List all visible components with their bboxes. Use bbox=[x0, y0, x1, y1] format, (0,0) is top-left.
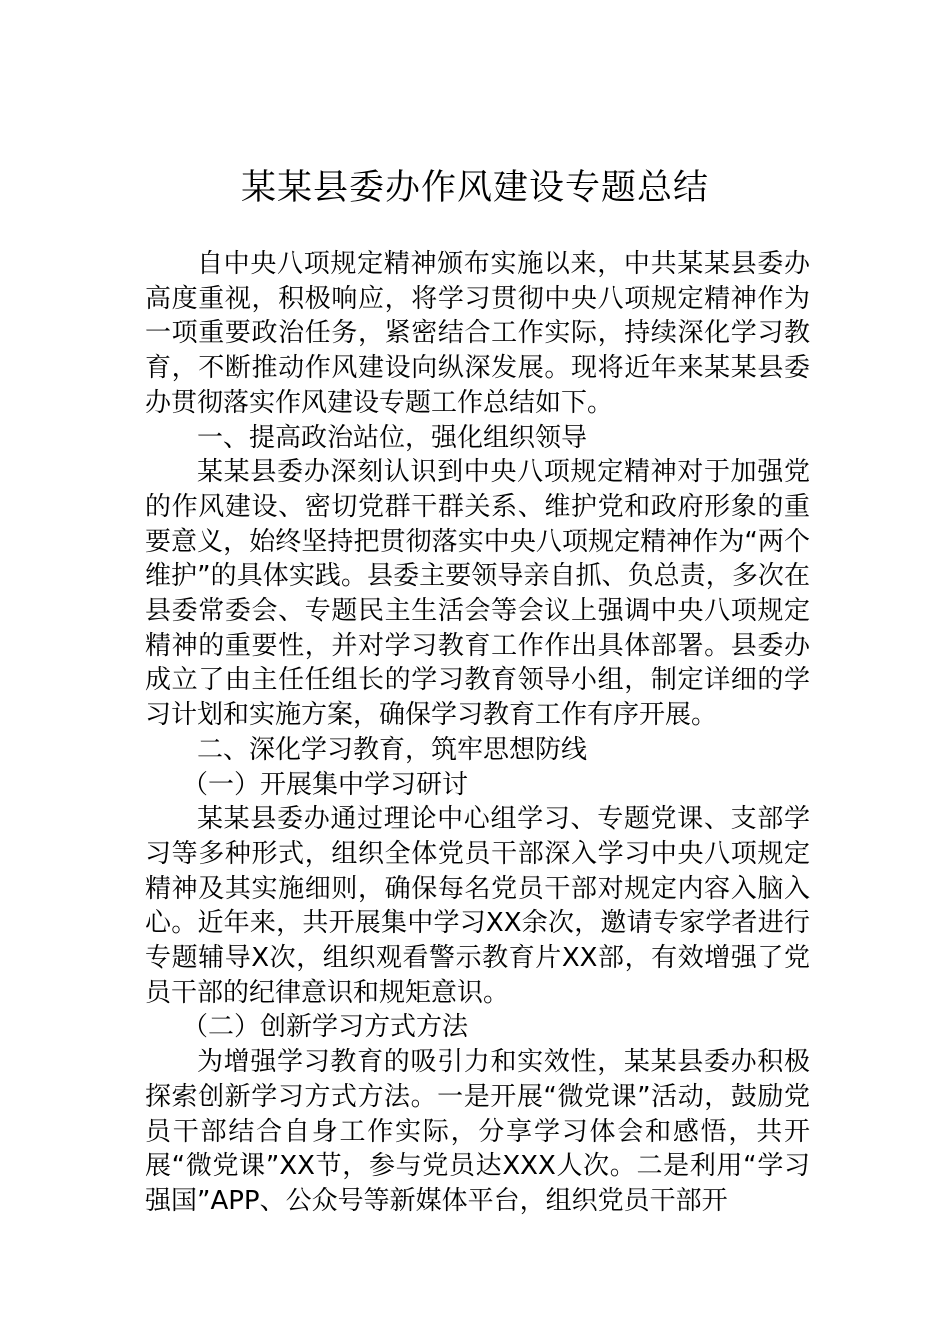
subsection-1-paragraph: 某某县委办通过理论中心组学习、专题党课、支部学习等多种形式，组织全体党员干部深入学习中央八项规定精神及其实施细则，确保每名党员干部对规定内容入脑入心。近年来，共开展集中学习XX余次，邀请专家学者进行专题辅导X次，组织观看警示教育片XX部，有效增强了党员干部的纪律意识和规矩意识。 bbox=[145, 804, 810, 1008]
subsection-heading-2: （二）创新学习方式方法 bbox=[182, 1012, 469, 1043]
document-title: 某某县委办作风建设专题总结 bbox=[240, 168, 709, 208]
intro-paragraph: 自中央八项规定精神颁布实施以来，中共某某县委办高度重视，积极响应，将学习贯彻中央八项规定精神作为一项重要政治任务，紧密结合工作实际，持续深化学习教育，不断推动作风建设向纵深发展。现将近年来某某县委办贯彻落实作风建设专题工作总结如下。 bbox=[145, 249, 810, 418]
section-heading-1: 一、提高政治站位，强化组织领导 bbox=[197, 422, 588, 453]
section-heading-2: 二、深化学习教育，筑牢思想防线 bbox=[197, 734, 588, 765]
document-body bbox=[145, 247, 810, 1219]
subsection-heading-1: （一）开展集中学习研讨 bbox=[182, 769, 469, 800]
section-1-paragraph: 某某县委办深刻认识到中央八项规定精神对于加强党的作风建设、密切党群干群关系、维护党和政府形象的重要意义，始终坚持把贯彻落实中央八项规定精神作为“两个维护”的具体实践。县委主要领导亲自抓、负总责，多次在县委常委会、专题民主生活会等会议上强调中央八项规定精神的重要性，并对学习教育工作作出具体部署。县委办成立了由主任任组长的学习教育领导小组，制定详细的学习计划和实施方案，确保学习教育工作有序开展。 bbox=[145, 457, 810, 731]
subsection-2-paragraph: 为增强学习教育的吸引力和实效性，某某县委办积极探索创新学习方式方法。一是开展“微党课”活动，鼓励党员干部结合自身工作实际，分享学习体会和感悟，共开展“微党课”XX节，参与党员达XXX人次。二是利用“学习强国”APP、公众号等新媒体平台，组织党员干部开 bbox=[145, 1047, 810, 1216]
